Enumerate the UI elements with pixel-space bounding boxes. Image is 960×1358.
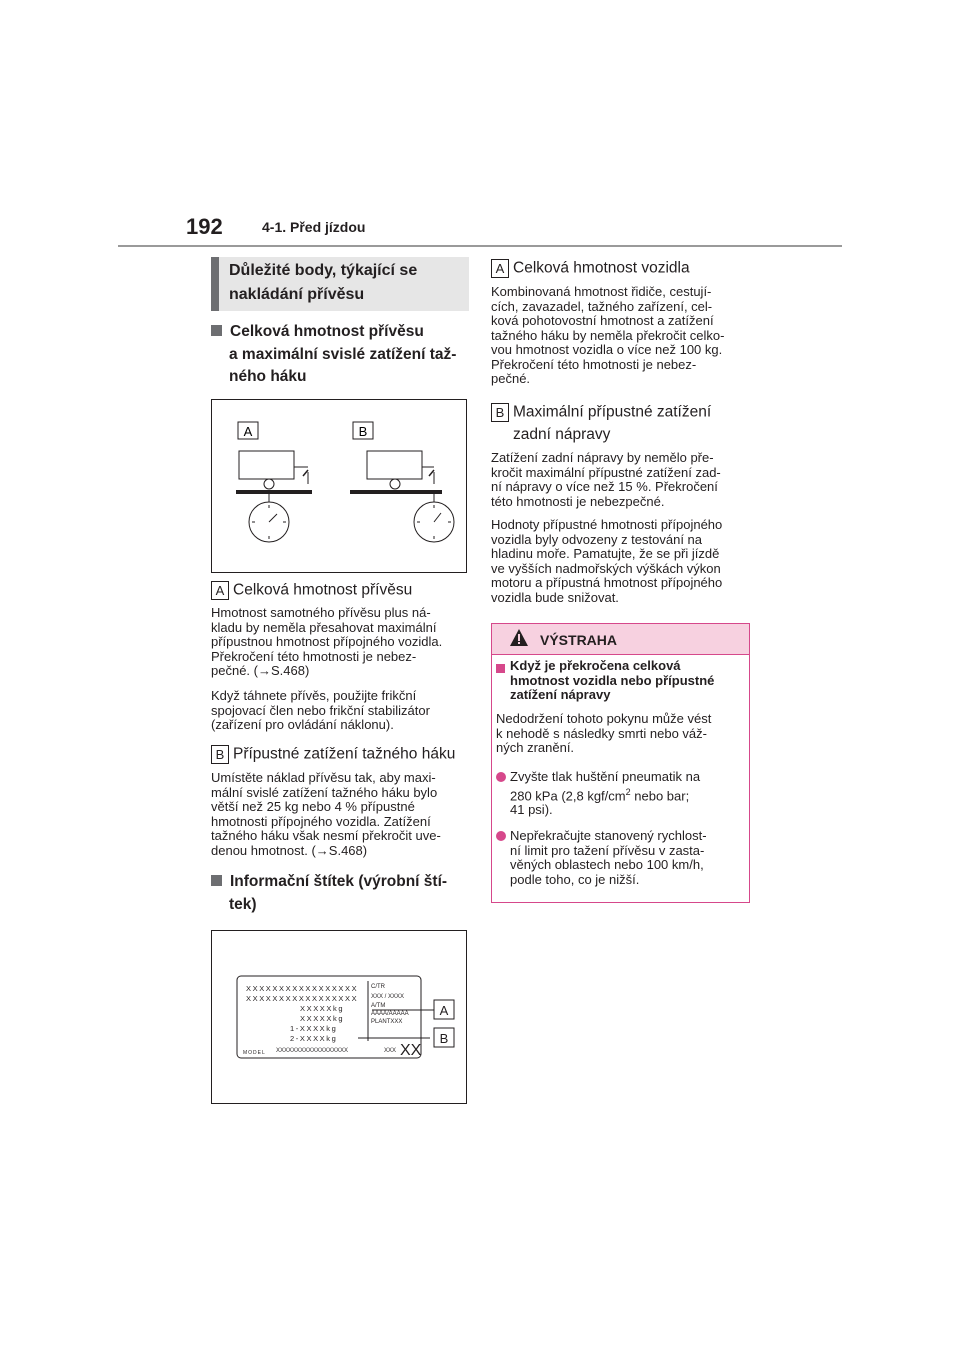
letter-a-badge: A [211,581,229,600]
letter-a-badge: A [491,259,509,278]
circle-bullet-icon [496,831,506,841]
item-a-left-title: A Celková hmotnost přívěsu [211,581,412,600]
circle-bullet-icon [496,772,506,782]
subheading-2-line-2: tek) [229,896,257,913]
trailer-body-b [367,451,422,479]
item-a-left-paragraph-1: Hmotnost samotného přívěsu plus ná- kladu by neměla přesahovat maximální přípustnou hmotnost přípojného vozidla. Překročení této hmotnosti je nebez- pečné. (→S.468) [211,605,443,678]
letter-b-badge: B [211,745,229,764]
warning-paragraph: Nedodržení tohoto pokynu může vést k nehodě s následky smrti nebo váž- ných zranění. [496,711,712,755]
svg-text:PLANTXXX: PLANTXXX [371,1019,403,1025]
heading-line-2: nakládání přívěsu [229,286,365,303]
subheading-1: Celková hmotnost přívěsu [211,323,424,341]
item-b-right-title: B Maximální přípustné zatížení [491,403,711,422]
page-number: 192 [186,214,223,239]
item-b-right-paragraph-2: Hodnoty přípustné hmotnosti přípojného vozidla byly odvozeny z testování na hladinu moře. Pamatujte, že se při jízdě ve vyšších nadmořských výškách výkon motoru a přípustná hmotnost přípojného vozidla bude snižovat. [491,517,723,605]
svg-text:XXXXXXXXXXXXXXXXX: XXXXXXXXXXXXXXXXX [246,994,359,1003]
subheading-1-line-3: ného háku [229,368,307,385]
letter-b-badge: B [491,403,509,422]
svg-text:XXXXXkg: XXXXXkg [300,1004,345,1013]
warning-box [491,623,750,903]
item-a-left-paragraph-2: Když táhnete přívěs, použijte frikční spojovací člen nebo frikční stabilizátor (zařízení pro ovládání náklonu). [211,688,430,732]
item-b-left-paragraph: Umístěte náklad přívěsu tak, aby maxi- mální svislé zatížení tažného háku bylo větší než 25 kg nebo 4 % přípustné hmotnosti přípojného vozidla. Zatížení tažného háku však nesmí překročit uve- denou hmotnost. (→S.468) [211,770,441,858]
item-b-right-paragraph-1: Zatížení zadní nápravy by nemělo pře- kročit maximální přípustné zatížení zad- ní nápravy o více než 15 %. Překročení této hmotnosti je nebezpečné. [491,450,721,509]
svg-text:XXXXXXXXXXXXXXXXX: XXXXXXXXXXXXXXXXX [246,984,359,993]
warning-subheading: Když je překročena celková hmotnost vozidla nebo přípustné zatížení nápravy [510,658,715,702]
square-bullet-icon [211,875,222,886]
svg-text:C/TR: C/TR [371,984,385,990]
heading-box [211,257,469,311]
svg-text:MODEL: MODEL [243,1050,266,1056]
item-b-right-title-line-2: zadní nápravy [513,426,611,443]
figure1-label-a: A [243,424,253,439]
trailer-diagram [212,400,466,572]
figure2-label-a: A [439,1003,449,1018]
plate-xx: XX [400,1042,422,1059]
square-bullet-icon [496,664,505,673]
svg-text:XXXXXkg: XXXXXkg [300,1014,345,1023]
item-b-left-title: B Přípustné zatížení tažného háku [211,745,455,764]
svg-text:XXXXXXXXXXXXXXXXXX: XXXXXXXXXXXXXXXXXX [276,1048,349,1054]
trailer-body-a [239,451,294,479]
item-a-right-title: A Celková hmotnost vozidla [491,259,690,278]
svg-text:AAAA/AAAAA: AAAA/AAAAA [371,1011,409,1017]
svg-text:2-XXXXkg: 2-XXXXkg [290,1034,338,1043]
svg-text:1-XXXXkg: 1-XXXXkg [290,1024,338,1033]
warning-bullet-1: Zvyšte tlak huštění pneumatik na 280 kPa (2,8 kgf/$cm^2$ nebo bar; 41 psi). [510,769,701,818]
svg-text:A/TM: A/TM [371,1003,386,1009]
header-rule [118,245,842,247]
subheading-1-line-2: a maximální svislé zatížení taž- [229,346,457,363]
item-a-right-paragraph: Kombinovaná hmotnost řidiče, cestují- cích, zavazadel, tažného zařízení, cel- ková pohotovostní hmotnost a zatížení tažného háku by neměla překročit celko- vou hmotnost vozidla o více než 100 kg. Překročení této hmotnosti je nebez- pečné. [491,284,725,386]
svg-text:XXX / XXXX: XXX / XXXX [371,994,405,1000]
warning-title: VÝSTRAHA [540,632,618,648]
svg-text:XXX: XXX [384,1048,397,1054]
figure2-label-b: B [439,1031,449,1046]
warning-header [492,624,749,655]
section-title: 4-1. Před jízdou [262,219,366,235]
heading-line-1: Důležité body, týkající se [229,262,418,279]
information-plate-figure [211,930,467,1104]
warning-triangle-icon [509,628,529,647]
warning-bullet-2: Nepřekračujte stanovený rychlost- ní limit pro tažení přívěsu v zasta- věných oblastech nebo 100 km/h, podle toho, co je nižší. [510,828,707,887]
trailer-weight-figure [211,399,467,573]
subheading-2: Informační štítek (výrobní ští- [211,873,447,891]
square-bullet-icon [211,325,222,336]
figure1-label-b: B [358,424,368,439]
plate-diagram [212,931,466,1103]
